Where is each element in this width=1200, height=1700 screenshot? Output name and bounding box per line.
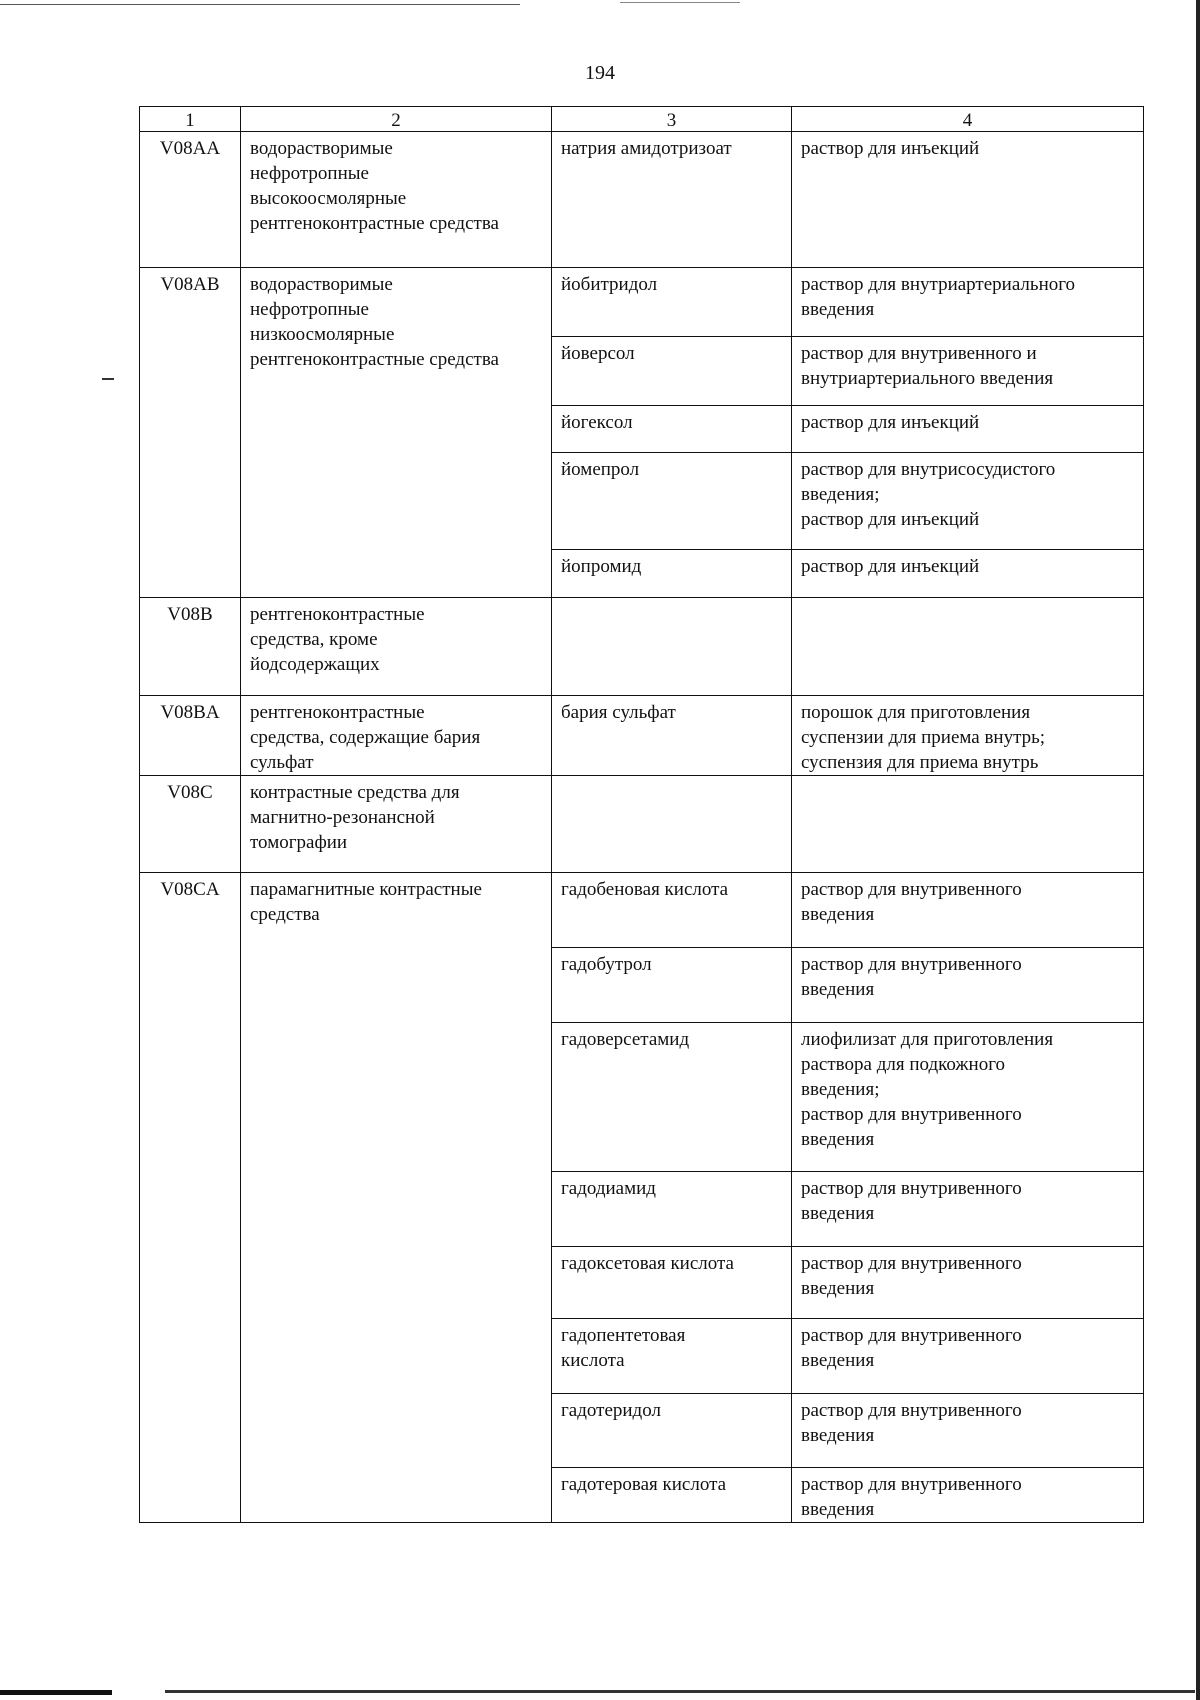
- drug-name: натрия амидотризоат: [552, 132, 792, 268]
- column-header-2: 2: [241, 107, 552, 132]
- dosage-form: раствор для инъекций: [792, 550, 1144, 598]
- drug-name: гадобеновая кислота: [552, 873, 792, 948]
- drug-name-empty: [552, 776, 792, 873]
- atc-code: V08AB: [140, 268, 241, 598]
- scan-artifact-top: [0, 4, 520, 5]
- dosage-form: раствор для внутривенного введения: [792, 948, 1144, 1023]
- table-row: [140, 132, 1144, 268]
- group-name: водорастворимые нефротропные высокоосмолярные рентгеноконтрастные средства: [241, 132, 552, 268]
- scan-artifact-left-mark: [102, 378, 114, 380]
- dosage-form-empty: [792, 598, 1144, 696]
- group-name: парамагнитные контрастные средства: [241, 873, 552, 1523]
- atc-code: V08AA: [140, 132, 241, 268]
- page-number: 194: [585, 62, 615, 84]
- scan-artifact-right-edge: [1196, 0, 1200, 1700]
- dosage-form: раствор для внутривенного введения: [792, 1172, 1144, 1247]
- dosage-form: порошок для приготовления суспензии для приема внутрь; суспензия для приема внутрь: [792, 696, 1144, 776]
- table-row: [140, 598, 1144, 696]
- atc-code: V08B: [140, 598, 241, 696]
- table-row: [140, 268, 1144, 337]
- drug-name: гадотеридол: [552, 1394, 792, 1468]
- drug-name: йомепрол: [552, 453, 792, 550]
- drug-name: йогексол: [552, 406, 792, 453]
- column-header-3: 3: [552, 107, 792, 132]
- atc-code: V08BA: [140, 696, 241, 776]
- drug-name: гадобутрол: [552, 948, 792, 1023]
- drug-name: гадоксетовая кислота: [552, 1247, 792, 1319]
- dosage-form-empty: [792, 776, 1144, 873]
- dosage-form: раствор для внутривенного введения: [792, 1319, 1144, 1394]
- scan-artifact-top-2: [620, 2, 740, 3]
- table-row: [140, 873, 1144, 948]
- group-name: контрастные средства для магнитно-резонансной томографии: [241, 776, 552, 873]
- drug-name: йопромид: [552, 550, 792, 598]
- dosage-form: раствор для внутриартериального введения: [792, 268, 1144, 337]
- scan-artifact-bottom-line: [165, 1690, 1195, 1693]
- column-header-1: 1: [140, 107, 241, 132]
- table-row: [140, 776, 1144, 873]
- dosage-form: лиофилизат для приготовления раствора для подкожного введения; раствор для внутривенного введения: [792, 1023, 1144, 1172]
- scan-artifact-bottom-left: [0, 1690, 112, 1695]
- column-header-4: 4: [792, 107, 1144, 132]
- drug-table: [139, 106, 1144, 1523]
- drug-name: йоверсол: [552, 337, 792, 406]
- dosage-form: раствор для внутривенного введения: [792, 1468, 1144, 1523]
- drug-name: бария сульфат: [552, 696, 792, 776]
- drug-name: йобитридол: [552, 268, 792, 337]
- drug-name: гадоверсетамид: [552, 1023, 792, 1172]
- drug-name: гадопентетовая кислота: [552, 1319, 792, 1394]
- drug-name: гадотеровая кислота: [552, 1468, 792, 1523]
- group-name: рентгеноконтрастные средства, кроме йодсодержащих: [241, 598, 552, 696]
- header-row: [140, 107, 1144, 132]
- group-name: рентгеноконтрастные средства, содержащие бария сульфат: [241, 696, 552, 776]
- dosage-form: раствор для внутрисосудистого введения; раствор для инъекций: [792, 453, 1144, 550]
- dosage-form: раствор для внутривенного и внутриартериального введения: [792, 337, 1144, 406]
- drug-name-empty: [552, 598, 792, 696]
- atc-code: V08CA: [140, 873, 241, 1523]
- dosage-form: раствор для внутривенного введения: [792, 1394, 1144, 1468]
- dosage-form: раствор для внутривенного введения: [792, 1247, 1144, 1319]
- atc-code: V08C: [140, 776, 241, 873]
- dosage-form: раствор для инъекций: [792, 132, 1144, 268]
- table-row: [140, 696, 1144, 776]
- drug-name: гадодиамид: [552, 1172, 792, 1247]
- dosage-form: раствор для внутривенного введения: [792, 873, 1144, 948]
- dosage-form: раствор для инъекций: [792, 406, 1144, 453]
- group-name: водорастворимые нефротропные низкоосмолярные рентгеноконтрастные средства: [241, 268, 552, 598]
